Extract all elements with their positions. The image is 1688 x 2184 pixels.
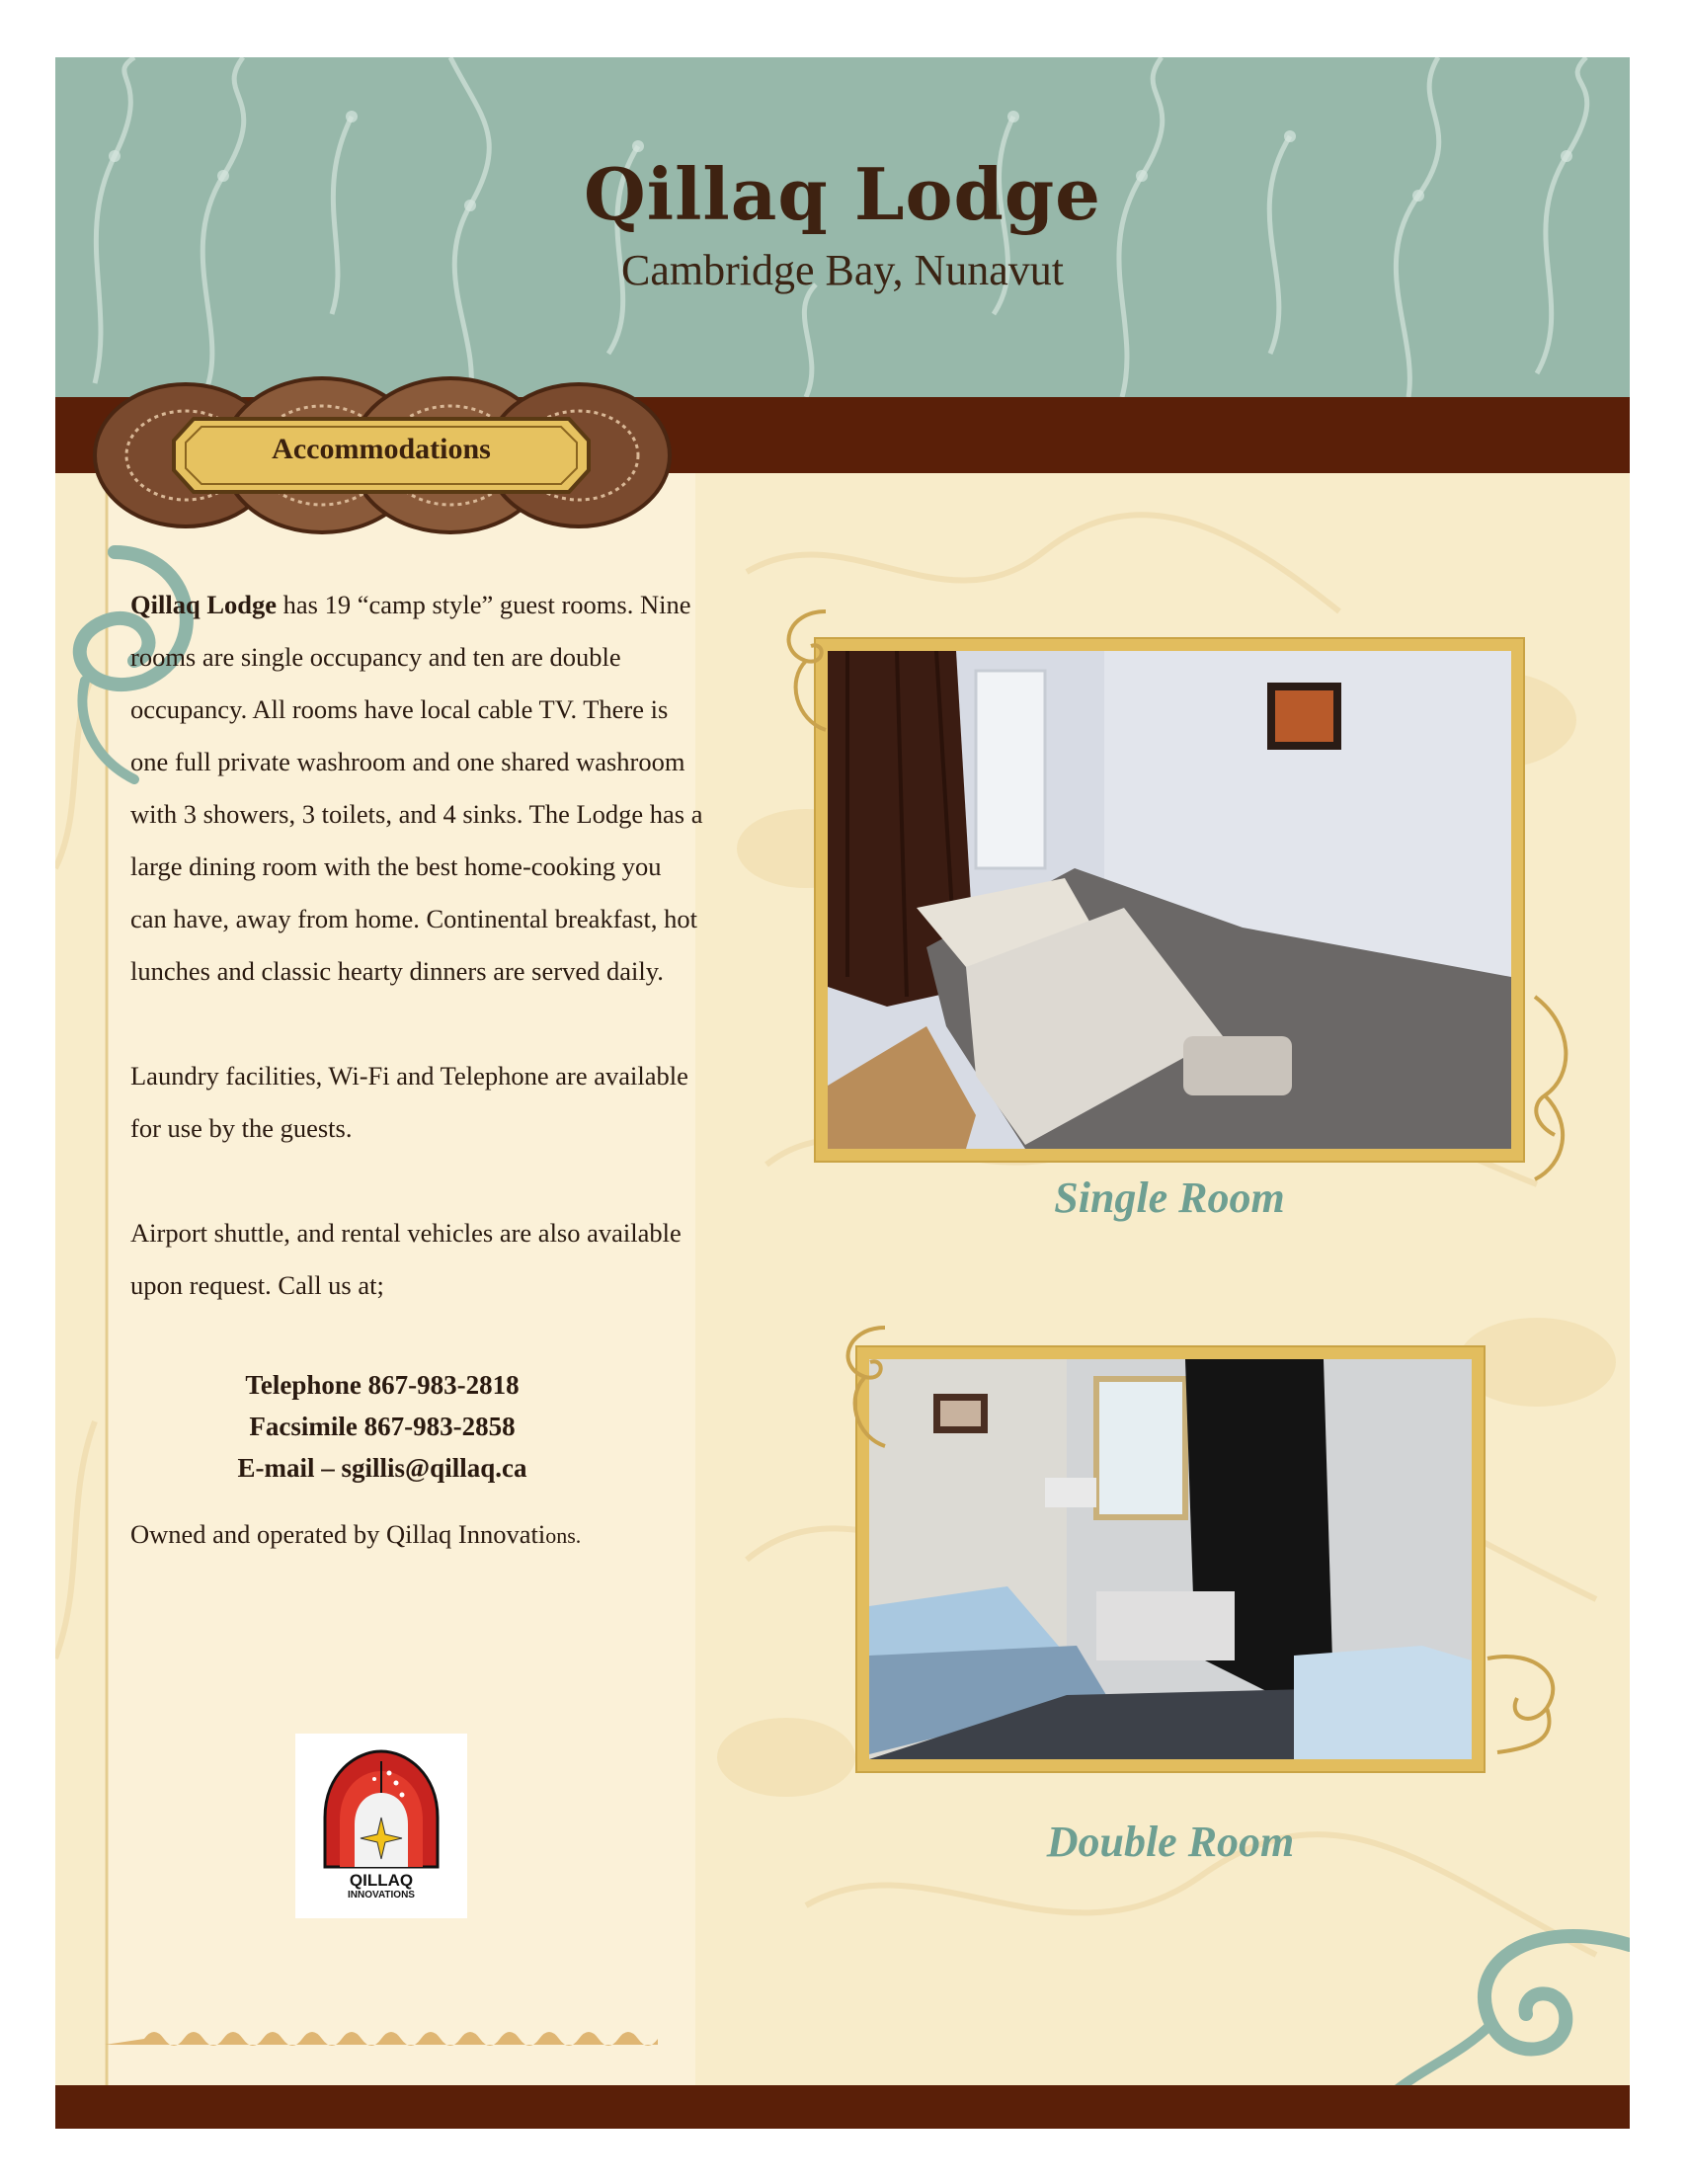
- teal-swirl-ornament-bottom: [1383, 1905, 1630, 2085]
- lodge-name-bold: Qillaq Lodge: [130, 590, 277, 619]
- email-address[interactable]: E-mail – sgillis@qillaq.ca: [237, 1453, 527, 1483]
- footer-band: [55, 2085, 1630, 2129]
- section-badge-label: Accommodations: [272, 433, 491, 465]
- gold-scroll-ornament-2: [826, 1318, 905, 1456]
- single-room-image: [828, 651, 1511, 1149]
- description-paragraph-3: Airport shuttle, and rental vehicles are also available upon request. Call us at;: [130, 1218, 682, 1300]
- telephone-number: Telephone 867-983-2818: [245, 1370, 520, 1400]
- brochure-page: [55, 57, 1630, 2129]
- logo-text-line1: QILLAQ: [349, 1871, 414, 1890]
- gold-scroll-ornament-right: [1515, 987, 1594, 1184]
- qillaq-innovations-logo: [295, 1734, 467, 1918]
- description-paragraph-2: Laundry facilities, Wi-Fi and Telephone are available for use by the guests.: [130, 1061, 688, 1143]
- single-room-caption: Single Room: [1054, 1173, 1285, 1222]
- double-room-photo: [855, 1345, 1486, 1773]
- header-banner: [55, 57, 1630, 397]
- contact-block: [130, 1364, 703, 1489]
- double-room-image: [869, 1359, 1472, 1759]
- single-room-photo: [814, 637, 1525, 1163]
- logo-text-line2: INNOVATIONS: [348, 1890, 415, 1901]
- description-text: [130, 579, 703, 1562]
- page-subtitle: Cambridge Bay, Nunavut: [620, 246, 1065, 294]
- fax-number: Facsimile 867-983-2858: [249, 1412, 516, 1441]
- description-paragraph-1: Qillaq Lodge has 19 “camp style” guest rooms. Nine rooms are single occupancy and ten are double occupancy. All rooms have local cable TV. There is one full private washroom and one shared washroom with 3 showers, 3 toilets, and 4 sinks. The Lodge has a large dining room with the best home-cooking you can have, away from home. Continental breakfast, hot lunches and classic hearty dinners are served daily.: [130, 590, 703, 986]
- gold-scroll-ornament: [766, 602, 845, 740]
- double-room-caption: Double Room: [1046, 1818, 1295, 1866]
- gold-scroll-ornament-3: [1478, 1639, 1576, 1757]
- ownership-note: Owned and operated by Qillaq Innovations.: [130, 1519, 582, 1549]
- page-title: Qillaq Lodge: [584, 152, 1101, 236]
